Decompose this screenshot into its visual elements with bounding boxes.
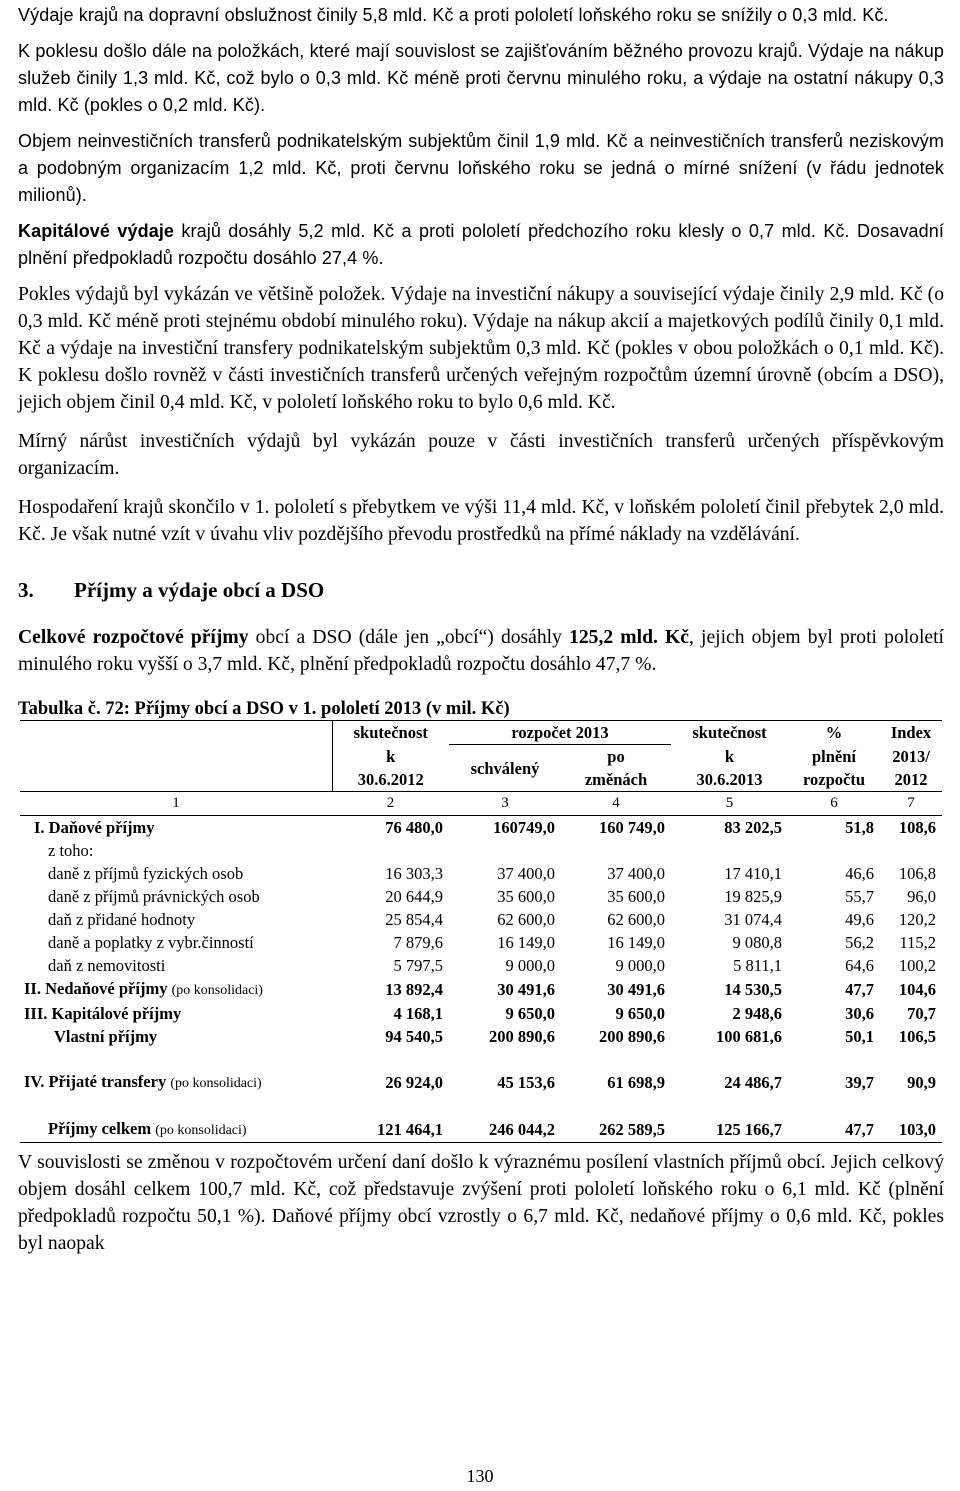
paragraph-own-revenue: V souvislosti se změnou v rozpočtovém určení daní došlo k výraznému posílení vlastních příjmů obcí. Jejich celkový objem dosáhl celkem 100,7 mld. Kč, což představuje zvýšení proti pololetí loňského roku o 6,1 mld. Kč (plnění předpokladů rozpočtu 50,1 %). Daňové příjmy obcí vzrostly o 6,7 mld. Kč, nedaňové příjmy o 0,6 mld. Kč, pokles byl naopak: [18, 1152, 944, 1254]
row-label: daně z příjmů právnických osob: [48, 887, 260, 906]
table-column-numbers: 1 2 3 4 5 6 7: [20, 792, 942, 816]
cell-value: 50,1: [845, 1027, 874, 1046]
cell-value: 30 491,6: [497, 980, 555, 999]
table-row: [20, 1070, 942, 1095]
cell-value: 16 149,0: [607, 933, 665, 952]
cell-value: 94 540,5: [385, 1027, 443, 1046]
cell-value: 96,0: [907, 887, 936, 906]
row-label: daně a poplatky z vybr.činností: [48, 933, 254, 952]
cell-value: 37 400,0: [497, 864, 555, 883]
table-spacer-row: [20, 1048, 942, 1070]
row-label: daň z přidané hodnoty: [48, 910, 196, 929]
table-row: [20, 977, 942, 1002]
cell-value: 9 650,0: [615, 1004, 665, 1023]
cell-value: 83 202,5: [724, 818, 782, 837]
cell-value: 19 825,9: [724, 887, 782, 906]
cell-value: 7 879,6: [393, 933, 443, 952]
cell-value: 35 600,0: [607, 887, 665, 906]
cell-value: 31 074,4: [724, 910, 782, 929]
paragraph-growth: Mírný nárůst investičních výdajů byl vykázán pouze v části investičních transferů určených příspěvkovým organizacím.: [18, 431, 944, 479]
cell-value: 47,7: [845, 980, 874, 999]
cell-value: 9 650,0: [505, 1004, 555, 1023]
paragraph-operating-costs: K poklesu došlo dále na položkách, které mají souvislost se zajišťováním běžného provozu krajů. Výdaje na nákup služeb činily 1,3 mld. Kč, což bylo o 0,3 mld. Kč méně proti červnu minulého roku, a výdaje na ostatní nákupy 0,3 mld. Kč (pokles o 0,2 mld. Kč).: [18, 41, 944, 115]
cell-value: [332, 839, 449, 862]
cell-value: 104,6: [898, 980, 936, 999]
table-row: [20, 1025, 942, 1048]
header-fulfilment: %: [825, 723, 843, 743]
paragraph-balance: Hospodaření krajů skončilo v 1. pololetí s přebytkem ve výši 11,4 mld. Kč, v loňském pololetí činil přebytek 2,0 mld. Kč. Je však nutné vzít v úvahu vliv pozdějšího převodu prostředků na přímé náklady na vzdělávání.: [18, 497, 944, 545]
table-caption: Tabulka č. 72: Příjmy obcí a DSO v 1. pololetí 2013 (v mil. Kč): [18, 699, 510, 719]
cell-value: 5 811,1: [733, 956, 782, 975]
section-number: 3.: [18, 578, 34, 602]
cell-value: 30,6: [845, 1004, 874, 1023]
table-row: [20, 1117, 942, 1143]
paragraph-decline: Pokles výdajů byl vykázán ve většině položek. Výdaje na investiční nákupy a související výdaje činily 2,9 mld. Kč (o 0,3 mld. Kč méně proti stejnému období minulého roku). Výdaje na nákup akcií a majetkových podílů činily 0,1 mld. Kč a výdaje na investiční transfery podnikatelským subjektům 0,3 mld. Kč (pokles v obou položkách o 0,1 mld. Kč). K poklesu došlo rovněž v části investičních transferů určených veřejným rozpočtům územní úrovně (obcím a DSO), jejich objem činil 0,4 mld. Kč, v pololetí loňského roku to bylo 0,6 mld. Kč.: [18, 284, 944, 413]
document-page: [18, 0, 944, 1257]
cell-value: 35 600,0: [497, 887, 555, 906]
cell-value: 200 890,6: [599, 1027, 665, 1046]
cell-value: 103,0: [880, 1117, 942, 1143]
table-row: [20, 954, 942, 977]
table-header-row-1: [20, 721, 942, 745]
row-label: III. Kapitálové příjmy: [24, 1004, 182, 1023]
cell-value: 62 600,0: [497, 910, 555, 929]
capital-expenditure-term: Kapitálové výdaje: [18, 221, 175, 241]
row-label: z toho:: [48, 841, 94, 860]
cell-value: 108,6: [898, 818, 936, 837]
cell-value: 121 464,1: [332, 1117, 449, 1143]
cell-value: 160 749,0: [599, 818, 665, 837]
paragraph-total-revenue: Celkové rozpočtové příjmy obcí a DSO (dále jen „obcí“) dosáhly 125,2 mld. Kč, jejich objem byl proti pololetí minulého roku vyšší o 3,7 mld. Kč, plnění předpokladů rozpočtu dosáhlo 47,7 %.: [18, 627, 945, 675]
row-label: Příjmy celkem (po konsolidaci): [20, 1117, 332, 1143]
cell-value: 4 168,1: [393, 1004, 443, 1023]
cell-value: [561, 839, 671, 862]
section-title: Příjmy a výdaje obcí a DSO: [74, 578, 325, 602]
cell-value: 100 681,6: [716, 1027, 782, 1046]
table-row: [20, 816, 942, 840]
paragraph-noninvest-transfers: Objem neinvestičních transferů podnikatelským subjektům činil 1,9 mld. Kč a neinvestičních transferů neziskovým a podobným organizacím 1,2 mld. Kč, proti červnu loňského roku se jedná o mírné snížení (v řádu jednotek milionů).: [18, 131, 944, 205]
cell-value: 14 530,5: [724, 980, 782, 999]
cell-value: [449, 839, 561, 862]
cell-value: 39,7: [845, 1073, 874, 1092]
cell-value: 160749,0: [493, 818, 555, 837]
cell-value: 2 948,6: [732, 1004, 782, 1023]
table-header-row-2: k schválený po k plnění 2013/: [20, 745, 942, 769]
cell-value: 56,2: [845, 933, 874, 952]
header-budget-2013: rozpočet 2013: [449, 721, 671, 745]
cell-value: 246 044,2: [449, 1117, 561, 1143]
cell-value: [788, 839, 880, 862]
cell-value: [880, 839, 942, 862]
cell-value: 49,6: [845, 910, 874, 929]
cell-value: 120,2: [898, 910, 936, 929]
table-row: [20, 931, 942, 954]
cell-value: 9 000,0: [505, 956, 555, 975]
table-header-row-3: 30.6.2012 změnách 30.6.2013 rozpočtu 2012: [357, 770, 928, 789]
cell-value: 62 600,0: [607, 910, 665, 929]
table-row: [20, 839, 942, 862]
revenue-table: [20, 720, 942, 1143]
header-actual-2012: skutečnost: [353, 723, 428, 743]
paragraph-transport: Výdaje krajů na dopravní obslužnost činily 5,8 mld. Kč a proti pololetí loňského roku se snížily o 0,3 mld. Kč.: [18, 5, 889, 25]
cell-value: 26 924,0: [385, 1073, 443, 1092]
cell-value: 125 166,7: [671, 1117, 788, 1143]
cell-value: 106,5: [898, 1027, 936, 1046]
row-label: IV. Přijaté transfery (po konsolidaci): [24, 1072, 262, 1091]
row-label: I. Daňové příjmy: [34, 818, 155, 837]
row-label: daně z příjmů fyzických osob: [48, 864, 244, 883]
cell-value: 16 303,3: [385, 864, 443, 883]
row-label: Vlastní příjmy: [54, 1027, 158, 1046]
cell-value: 55,7: [845, 887, 874, 906]
cell-value: 100,2: [898, 956, 936, 975]
page-number: 130: [466, 1466, 494, 1486]
cell-value: 30 491,6: [607, 980, 665, 999]
cell-value: 17 410,1: [724, 864, 782, 883]
cell-value: 262 589,5: [561, 1117, 671, 1143]
cell-value: 13 892,4: [385, 980, 443, 999]
cell-value: 47,7: [788, 1117, 880, 1143]
paragraph-capital-expenditure: Kapitálové výdaje krajů dosáhly 5,2 mld. Kč a proti pololetí předchozího roku klesly o 0,7 mld. Kč. Dosavadní plnění předpokladů rozpočtu dosáhlo 27,4 %.: [18, 221, 944, 268]
header-actual-2013: skutečnost: [692, 723, 767, 743]
row-label: daň z nemovitosti: [48, 956, 166, 975]
header-index: Index: [890, 723, 932, 743]
cell-value: 9 000,0: [615, 956, 665, 975]
cell-value: 64,6: [845, 956, 874, 975]
row-label: II. Nedaňové příjmy (po konsolidaci): [24, 979, 263, 998]
cell-value: 45 153,6: [497, 1073, 555, 1092]
cell-value: 106,8: [898, 864, 936, 883]
header-approved: schválený: [470, 758, 540, 778]
table-spacer-row: [20, 1095, 942, 1117]
cell-value: 76 480,0: [385, 818, 443, 837]
cell-value: 115,2: [899, 933, 936, 952]
cell-value: 70,7: [907, 1004, 936, 1023]
cell-value: 9 080,8: [732, 933, 782, 952]
header-amended: po: [607, 747, 625, 766]
table-row: [20, 862, 942, 885]
table-row: [20, 885, 942, 908]
cell-value: 61 698,9: [607, 1073, 665, 1092]
cell-value: 24 486,7: [724, 1073, 782, 1092]
cell-value: 16 149,0: [497, 933, 555, 952]
cell-value: 37 400,0: [607, 864, 665, 883]
cell-value: 25 854,4: [385, 910, 443, 929]
cell-value: 51,8: [845, 818, 874, 837]
table-row: [20, 1002, 942, 1025]
cell-value: 20 644,9: [385, 887, 443, 906]
cell-value: 90,9: [907, 1073, 936, 1092]
cell-value: 46,6: [845, 864, 874, 883]
section-heading: [18, 576, 944, 604]
cell-value: 5 797,5: [393, 956, 443, 975]
table-row: [20, 908, 942, 931]
cell-value: [671, 839, 788, 862]
cell-value: 200 890,6: [489, 1027, 555, 1046]
